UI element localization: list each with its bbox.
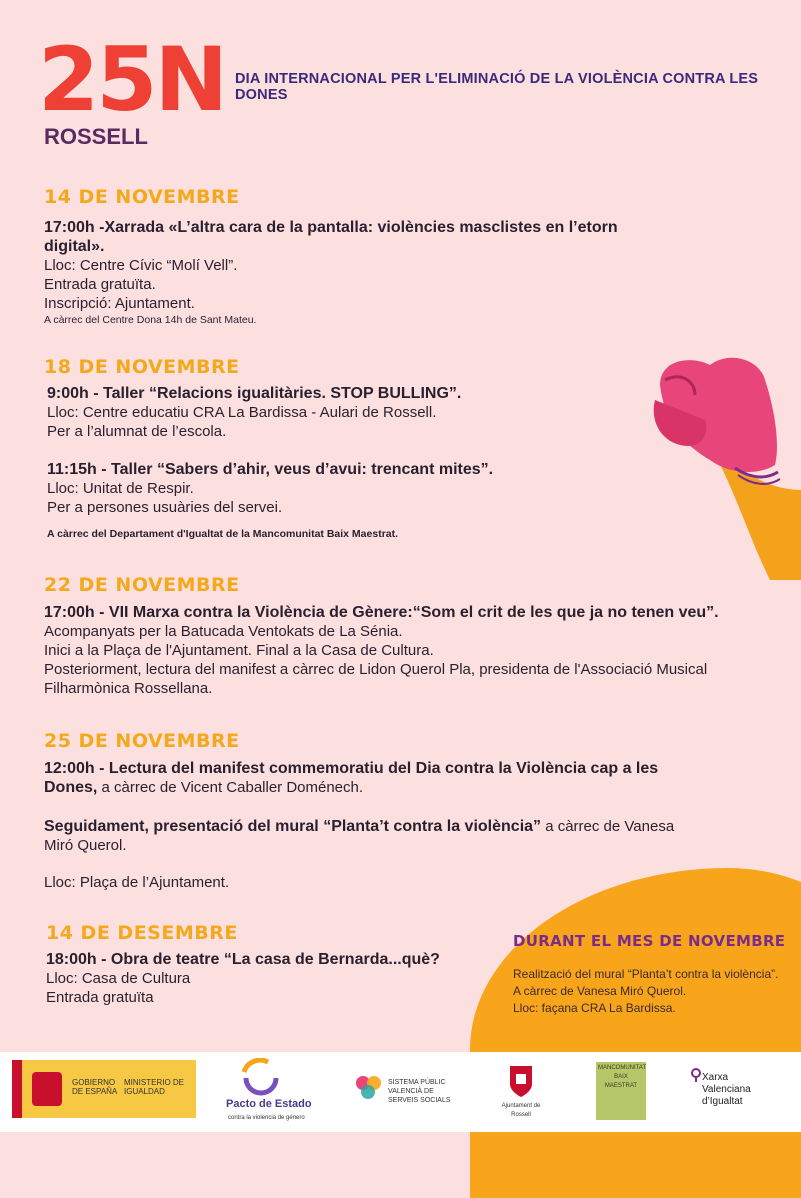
ministerio-text: MINISTERIO DE IGUALDAD <box>124 1078 185 1096</box>
event-block <box>47 460 637 517</box>
event-block <box>44 603 784 698</box>
logo-25n: 25N <box>38 28 226 131</box>
headline: DIA INTERNACIONAL PER L'ELIMINACIÓ DE LA VIOLÈNCIA CONTRA LES DONES <box>235 71 759 103</box>
event-detail: a càrrec de Vanesa <box>541 818 675 835</box>
event-location: Lloc: Centre educatiu CRA La Bardissa - Aulari de Rossell. <box>47 404 437 421</box>
event-title: Seguidament, presentació del mural “Planta’t contra la violència” <box>44 818 542 835</box>
decorative-blob <box>470 868 801 1198</box>
event-detail: Miró Querol. <box>44 837 127 854</box>
mancomunitat-text: MANCOMUNITAT BAIX MAESTRAT <box>598 1065 647 1089</box>
date-heading: 14 DE DESEMBRE <box>46 922 238 944</box>
durant-title: DURANT EL MES DE NOVEMBRE <box>513 932 786 950</box>
event-location: Lloc: Unitat de Respir. <box>47 480 194 497</box>
event-block <box>44 759 784 797</box>
event-detail: Posteriorment, lectura del manifest a càrrec de Lidon Querol Pla, presidenta de l'Associació Musical <box>44 661 708 678</box>
pacto-smile-icon <box>238 1058 284 1098</box>
event-block <box>47 384 637 441</box>
durant-line: Lloc: façana CRA La Bardissa. <box>513 1001 676 1015</box>
raised-fist-icon <box>640 350 801 580</box>
date-heading: 18 DE NOVEMBRE <box>44 356 240 378</box>
event-title: 17:00h - VII Marxa contra la Violència de Gènere:“Som el crit de les que ja no tenen veu”. <box>44 604 719 621</box>
date-heading: 25 DE NOVEMBRE <box>44 730 240 752</box>
durant-line: A càrrec de Vanesa Miró Querol. <box>513 984 687 998</box>
event-title: 17:00h -Xarrada «L’altra cara de la pantalla: violències masclistes en l’etorn <box>44 219 618 236</box>
date-heading: 22 DE NOVEMBRE <box>44 574 240 596</box>
durant-text <box>513 966 778 1017</box>
event-location: Lloc: Plaça de l’Ajuntament. <box>44 874 230 891</box>
event-detail: Inscripció: Ajuntament. <box>44 295 195 312</box>
event-organizer: A càrrec del Departament d'Igualtat de la Mancomunitat Baix Maestrat. <box>47 528 399 540</box>
event-location: Lloc: Centre Cívic “Molí Vell”. <box>44 257 238 274</box>
event-title: 11:15h - Taller “Sabers d’ahir, veus d’avui: trencant mites”. <box>47 461 494 478</box>
event-block <box>44 218 784 327</box>
event-detail: Acompanyats per la Batucada Ventokats de La Sénia. <box>44 623 403 640</box>
sistema-icon <box>354 1074 384 1100</box>
event-title: 12:00h - Lectura del manifest commemoratiu del Dia contra la Violència cap a les <box>44 760 659 777</box>
event-detail: Entrada gratuïta <box>46 989 154 1006</box>
event-title: Dones, <box>44 779 98 796</box>
gobierno-text: GOBIERNO DE ESPAÑA <box>72 1078 118 1096</box>
event-organizer: A càrrec del Centre Dona 14h de Sant Mateu. <box>44 314 257 326</box>
coat-of-arms-icon <box>32 1072 62 1106</box>
mancomunitat-logo <box>596 1062 646 1120</box>
event-block <box>46 950 486 1007</box>
event-location: Inici a la Plaça de l'Ajuntament. Final a la Casa de Cultura. <box>44 642 434 659</box>
rossell-shield-icon <box>508 1064 534 1098</box>
xarxa-text: Xarxa Valenciana d’Igualtat <box>702 1072 751 1107</box>
sistema-text: SISTEMA PÚBLIC VALENCIÀ DE SERVEIS SOCIALS <box>388 1079 451 1104</box>
pacto-text: Pacto de Estado <box>226 1098 312 1110</box>
date-heading: 14 DE NOVEMBRE <box>44 186 240 208</box>
event-location: Lloc: Casa de Cultura <box>46 970 191 987</box>
gobierno-logo <box>12 1060 196 1118</box>
pacto-subtext: contra la violencia de género <box>228 1115 305 1121</box>
event-detail: Entrada gratuïta. <box>44 276 156 293</box>
venus-icon <box>690 1068 702 1082</box>
event-detail: Per a l’alumnat de l’escola. <box>47 423 227 440</box>
event-detail: Per a persones usuàries del servei. <box>47 499 283 516</box>
footer-logos <box>0 1052 801 1132</box>
durant-line: Realització del mural “Planta’t contra la violència”. <box>513 967 779 981</box>
event-block <box>44 817 784 855</box>
event-title: digital». <box>44 238 105 255</box>
town-name: ROSSELL <box>44 124 148 149</box>
event-detail: Filharmònica Rossellana. <box>44 680 213 697</box>
event-title: 9:00h - Taller “Relacions igualitàries. STOP BULLING”. <box>47 385 462 402</box>
event-title: 18:00h - Obra de teatre “La casa de Bernarda...què? <box>46 951 440 968</box>
ajuntament-text: Ajuntament de Rossell <box>501 1103 541 1118</box>
event-detail: a càrrec de Vicent Caballer Doménech. <box>97 779 364 796</box>
